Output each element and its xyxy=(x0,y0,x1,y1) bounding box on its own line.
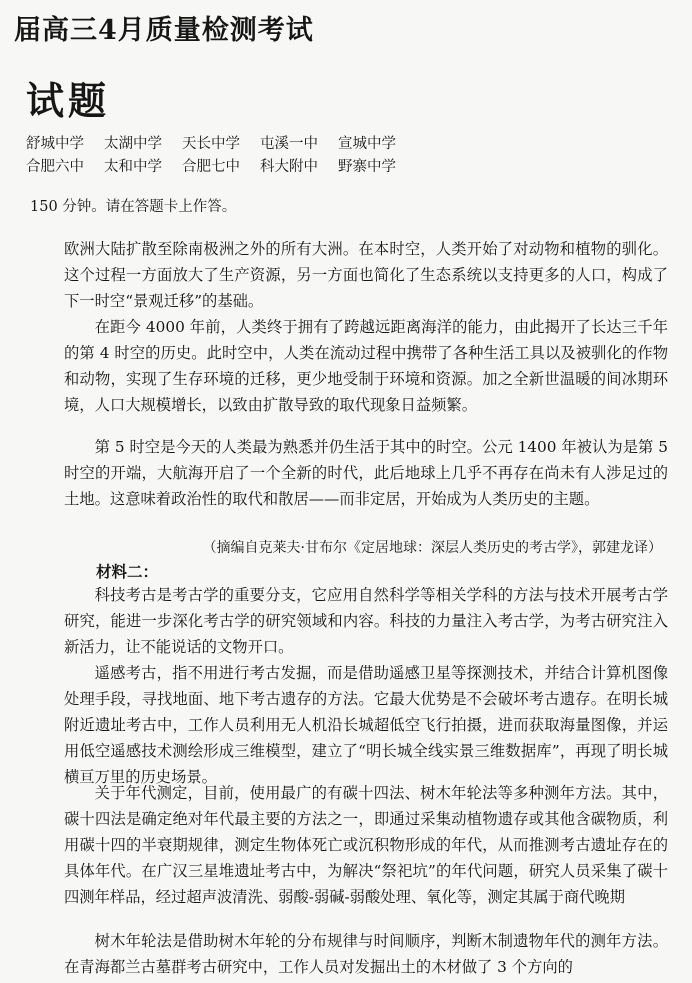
school-list-row-1 xyxy=(26,132,416,153)
page-title: 试题 xyxy=(26,78,111,123)
school-name: 合肥六中 xyxy=(26,159,84,175)
material2-paragraph-4: 树木年轮法是借助树木年轮的分布规律与时间顺序，判断木制遗物年代的测年方法。在青海都兰古墓群考古研究中，工作人员对发掘出土的木材做了 3 个方向的 xyxy=(64,932,668,976)
school-name: 宣城中学 xyxy=(338,136,396,152)
material2-paragraph-2: 遥感考古，指不用进行考古发掘，而是借助遥感卫星等探测技术，并结合计算机图像处理手段，寻找地面、地下考古遗存的方法。它最大优势是不会破坏考古遗存。在明长城附近遗址考古中，工作人员利用无人机沿长城超低空飞行拍摄，进而获取海量图像，并运用低空遥感技术测绘形成三维模型，建立了“明长城全线实景三维数据库”，再现了明长城横亘万里的历史场景。 xyxy=(64,664,668,786)
exam-header: 届高三4月质量检测考试 xyxy=(14,15,314,46)
material2-paragraph-3: 关于年代测定，目前，使用最广的有碳十四法、树木年轮法等多种测年方法。其中，碳十四法是确定绝对年代最主要的方法之一，即通过采集动植物遗存或其他含碳物质，利用碳十四的半衰期规律，测定生物体死亡或沉积物形成的年代，从而推测考古遗址存在的具体年代。在广汉三星堆遗址考古中，为解决“祭祀坑”的年代问题，研究人员采集了碳十四测年样品，经过超声波清洗、弱酸-弱碱-弱酸处理、氧化等，测定其属于商代晚期 xyxy=(64,784,668,906)
school-list-row-2 xyxy=(26,155,416,176)
school-name: 屯溪一中 xyxy=(260,136,318,152)
material1-source-citation: （摘编自克莱夫·甘布尔《定居地球：深层人类历史的考古学》，郭建龙译） xyxy=(202,540,662,556)
school-name: 野寨中学 xyxy=(338,159,396,175)
school-name: 科大附中 xyxy=(260,159,318,175)
school-name: 太湖中学 xyxy=(104,136,162,152)
school-name: 舒城中学 xyxy=(26,136,84,152)
school-name: 合肥七中 xyxy=(182,159,240,175)
school-name: 天长中学 xyxy=(182,136,240,152)
material2-paragraph-1: 科技考古是考古学的重要分支，它应用自然科学等相关学科的方法与技术开展考古学研究，能进一步深化考古学的研究领域和内容。科技的力量注入考古学，为考古研究注入新活力，让不能说话的文物开口。 xyxy=(64,586,668,656)
material1-paragraph-2: 在距今 4000 年前，人类终于拥有了跨越远距离海洋的能力，由此揭开了长达三千年的第 4 时空的历史。此时空中，人类在流动过程中携带了各种生活工具以及被驯化的作物和动物，实现了生存环境的迁移，更少地受制于环境和资源。加之全新世温暖的间冰期环境，人口大规模增长，以致由扩散导致的取代现象日益频繁。 xyxy=(64,318,668,414)
exam-instructions: 150 分钟。请在答题卡上作答。 xyxy=(30,199,237,215)
material2-heading: 材料二： xyxy=(96,562,159,581)
material1-paragraph-3: 第 5 时空是今天的人类最为熟悉并仍生活于其中的时空。公元 1400 年被认为是第 5 时空的开端，大航海开启了一个全新的时代，此后地球上几乎不再存在尚未有人涉足过的土地。这意味着政治性的取代和散居——而非定居，开始成为人类历史的主题。 xyxy=(64,438,668,508)
school-name: 太和中学 xyxy=(104,159,162,175)
material1-paragraph-1: 欧洲大陆扩散至除南极洲之外的所有大洲。在本时空，人类开始了对动物和植物的驯化。这个过程一方面放大了生产资源，另一方面也简化了生态系统以支持更多的人口，构成了下一时空“景观迁移”的基础。 xyxy=(64,240,668,310)
